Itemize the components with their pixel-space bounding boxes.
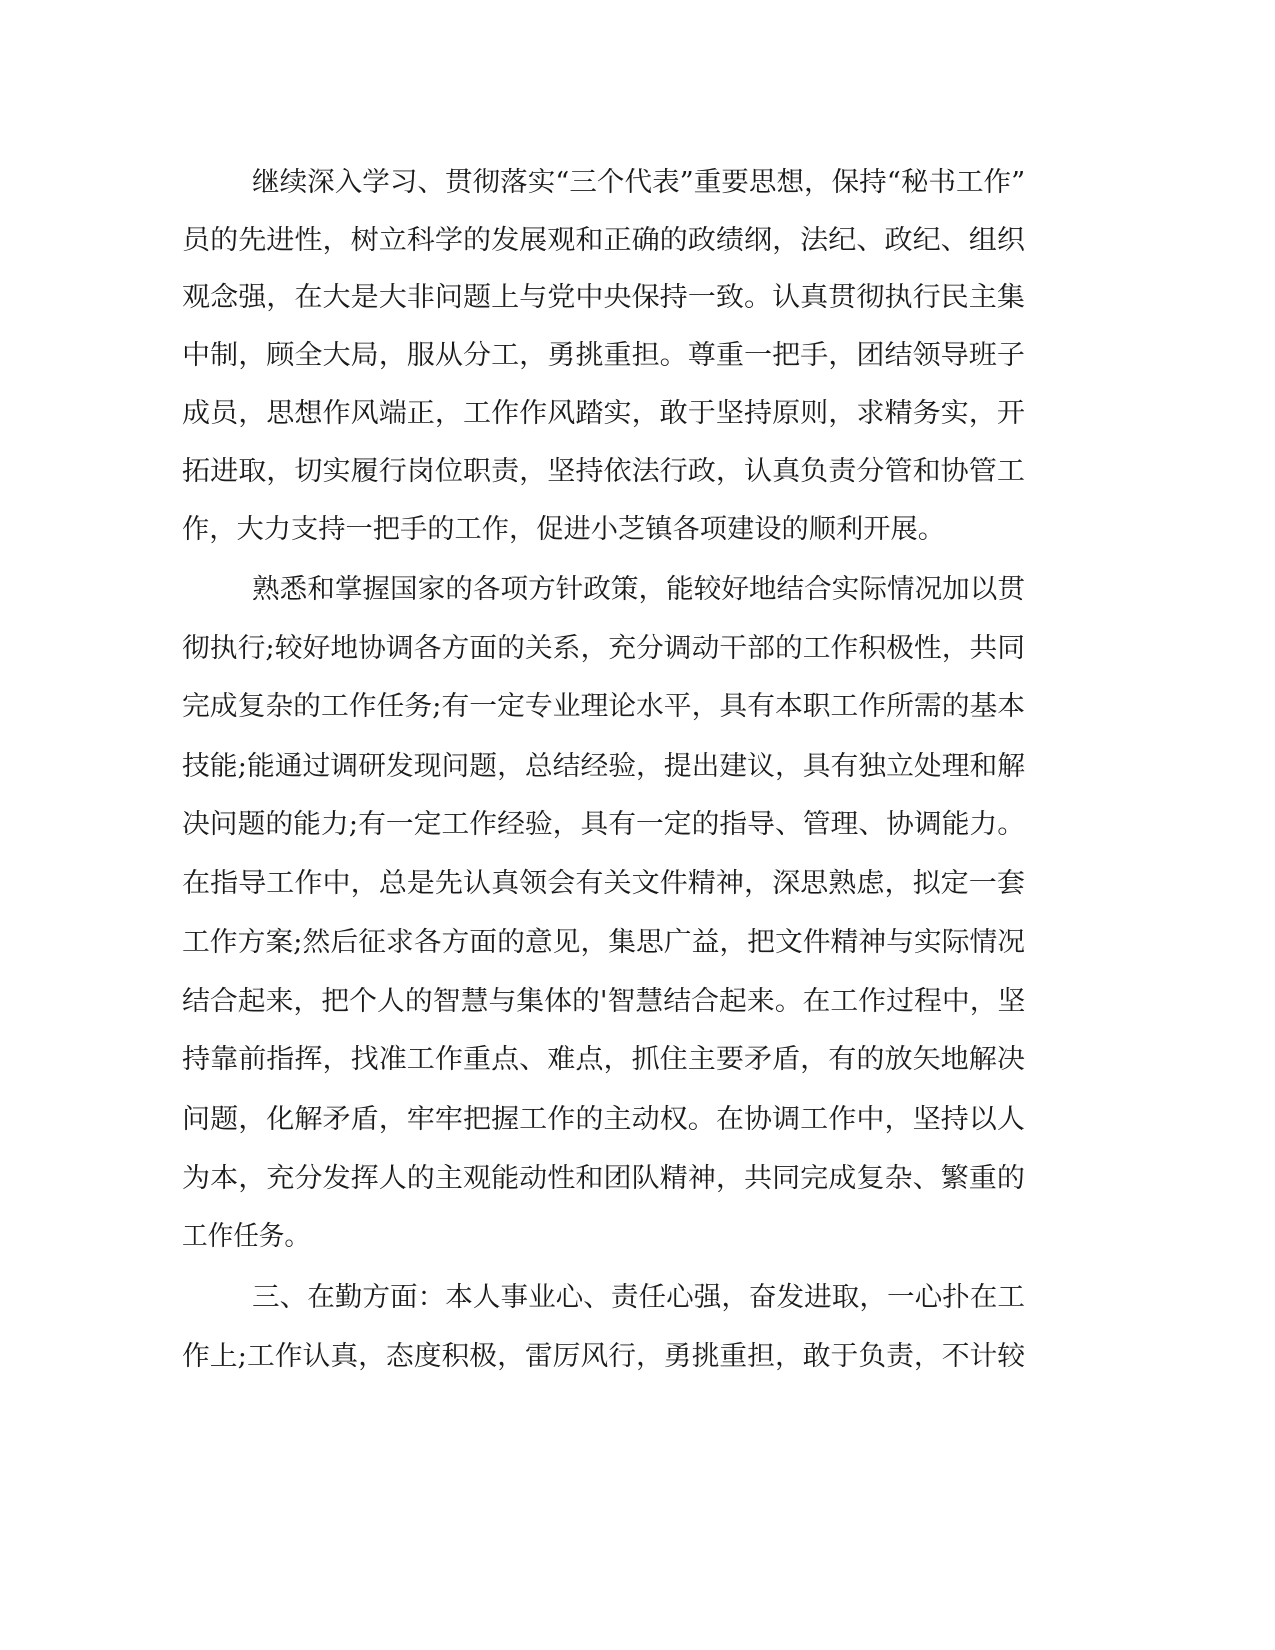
- paragraph-line: 成员，思想作风端正，工作作风踏实，敢于坚持原则，求精务实，开: [182, 398, 1025, 429]
- paragraph-line: 观念强，在大是大非问题上与党中央保持一致。认真贯彻执行民主集: [182, 282, 1025, 313]
- paragraph-line: 继续深入学习、贯彻落实“三个代表”重要思想，保持“秘书工作”: [252, 167, 1026, 198]
- paragraph-line: 彻执行;较好地协调各方面的关系，充分调动干部的工作积极性，共同: [182, 633, 1026, 664]
- paragraph-line: 决问题的能力;有一定工作经验，具有一定的指导、管理、协调能力。: [182, 809, 1026, 840]
- paragraph-line: 拓进取，切实履行岗位职责，坚持依法行政，认真负责分管和协管工: [182, 456, 1025, 487]
- paragraph-line: 完成复杂的工作任务;有一定专业理论水平，具有本职工作所需的基本: [182, 691, 1026, 722]
- paragraph-line: 持靠前指挥，找准工作重点、难点，抓住主要矛盾，有的放矢地解决: [182, 1044, 1025, 1075]
- paragraph-line: 作，大力支持一把手的工作，促进小芝镇各项建设的顺利开展。: [182, 514, 946, 545]
- paragraph-line: 工作方案;然后征求各方面的意见，集思广益，把文件精神与实际情况: [182, 927, 1026, 958]
- paragraph-line: 技能;能通过调研发现问题，总结经验，提出建议，具有独立处理和解: [182, 751, 1026, 782]
- paragraph-line: 员的先进性，树立科学的发展观和正确的政绩纲，法纪、政纪、组织: [182, 225, 1025, 256]
- paragraph-line: 工作任务。: [182, 1221, 310, 1252]
- paragraph-line: 问题，化解矛盾，牢牢把握工作的主动权。在协调工作中，坚持以人: [182, 1104, 1025, 1135]
- paragraph-line: 结合起来，把个人的智慧与集体的'智慧结合起来。在工作过程中，坚: [182, 986, 1026, 1017]
- paragraph-line: 作上;工作认真，态度积极，雷厉风行，勇挑重担，敢于负责，不计较: [182, 1341, 1026, 1372]
- paragraph-line: 在指导工作中，总是先认真领会有关文件精神，深思熟虑，拟定一套: [182, 868, 1025, 899]
- paragraph-line: 中制，顾全大局，服从分工，勇挑重担。尊重一把手，团结领导班子: [182, 340, 1025, 371]
- paragraph-line: 为本，充分发挥人的主观能动性和团队精神，共同完成复杂、繁重的: [182, 1163, 1025, 1194]
- paragraph-line: 三、在勤方面：本人事业心、责任心强，奋发进取，一心扑在工: [252, 1282, 1026, 1313]
- paragraph-line: 熟悉和掌握国家的各项方针政策，能较好地结合实际情况加以贯: [252, 574, 1026, 605]
